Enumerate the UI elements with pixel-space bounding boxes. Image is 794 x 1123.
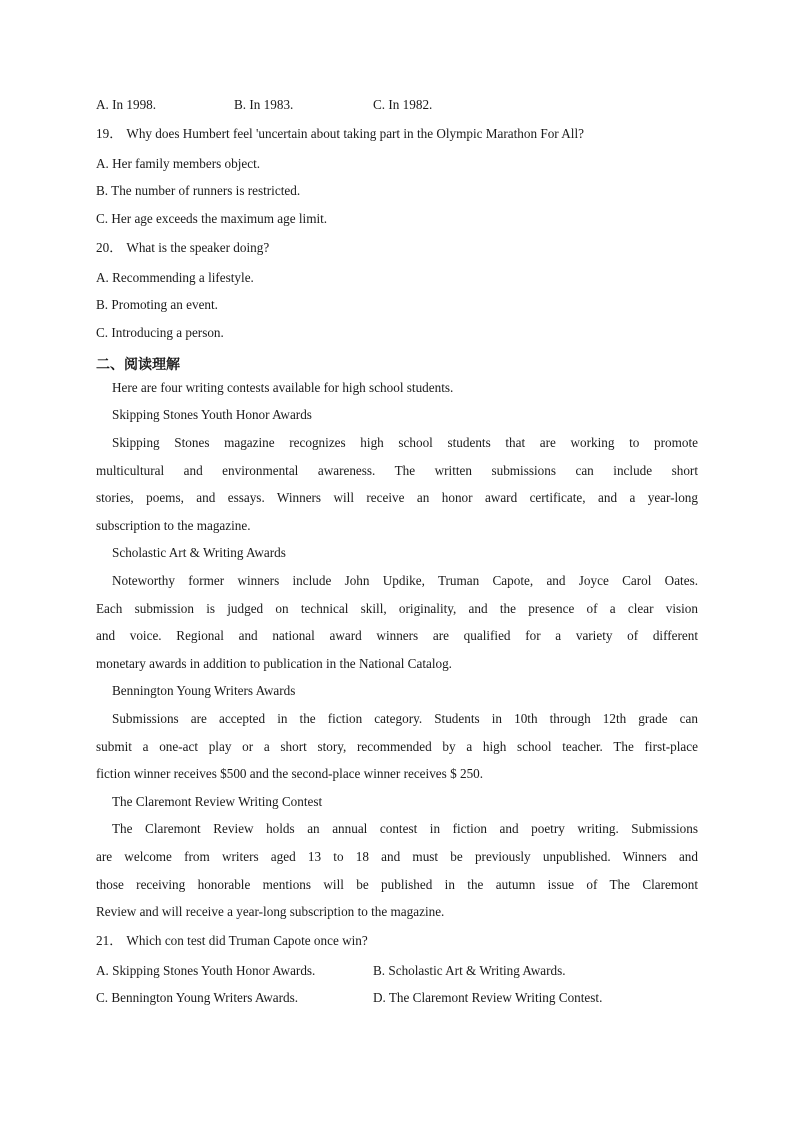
- q20-option-b: B. Promoting an event.: [96, 297, 218, 312]
- paragraph-line: and voice. Regional and national award winners are qualified for a variety of different: [96, 628, 698, 643]
- q21-question-line: [96, 932, 698, 950]
- q20-option-c: C. Introducing a person.: [96, 325, 224, 340]
- paragraph-line: are welcome from writers aged 13 to 18 and must be previously unpublished. Winners and: [96, 849, 698, 864]
- paragraph-line: those receiving honorable mentions will be published in the autumn issue of The Claremont: [96, 877, 698, 892]
- paragraph-line: multicultural and environmental awareness. The written submissions can include short: [96, 463, 698, 478]
- q18-option-c: C. In 1982.: [373, 97, 433, 112]
- q19-option-b: B. The number of runners is restricted.: [96, 183, 301, 198]
- passage-intro: Here are four writing contests available for high school students.: [112, 380, 454, 395]
- q21-option-c: C. Bennington Young Writers Awards.: [96, 990, 299, 1005]
- contest-title: Skipping Stones Youth Honor Awards: [112, 407, 312, 422]
- paragraph-line: monetary awards in addition to publication in the National Catalog.: [96, 656, 452, 671]
- q21-number: 21．: [96, 933, 123, 948]
- q19-option-a: A. Her family members object.: [96, 156, 261, 171]
- contest-title: Scholastic Art & Writing Awards: [112, 545, 286, 560]
- paragraph-line: Noteworthy former winners include John Updike, Truman Capote, and Joyce Carol Oates.: [112, 573, 698, 588]
- q20-question: What is the speaker doing?: [126, 240, 270, 255]
- q21-option-d: D. The Claremont Review Writing Contest.: [373, 990, 603, 1005]
- q20-option-a: A. Recommending a lifestyle.: [96, 270, 254, 285]
- paragraph-line: stories, poems, and essays. Winners will receive an honor award certificate, and a year-long: [96, 490, 698, 505]
- paragraph-line: Submissions are accepted in the fiction category. Students in 10th through 12th grade can: [112, 711, 698, 726]
- contest-title: Bennington Young Writers Awards: [112, 683, 296, 698]
- q20-question-line: [96, 239, 698, 257]
- paragraph-line: fiction winner receives $500 and the second-place winner receives $ 250.: [96, 766, 484, 781]
- paragraph-line: The Claremont Review holds an annual contest in fiction and poetry writing. Submissions: [112, 821, 698, 836]
- q21-option-a: A. Skipping Stones Youth Honor Awards.: [96, 963, 316, 978]
- paragraph-line: Skipping Stones magazine recognizes high school students that are working to promote: [112, 435, 698, 450]
- q19-number: 19．: [96, 126, 123, 141]
- paragraph-line: Review and will receive a year-long subscription to the magazine.: [96, 904, 445, 919]
- paragraph-line: Each submission is judged on technical skill, originality, and the presence of a clear vision: [96, 601, 698, 616]
- q19-option-c: C. Her age exceeds the maximum age limit.: [96, 211, 328, 226]
- contest-title: The Claremont Review Writing Contest: [112, 794, 323, 809]
- paragraph-line: submit a one-act play or a short story, recommended by a high school teacher. The first-place: [96, 739, 698, 754]
- q21-option-b: B. Scholastic Art & Writing Awards.: [373, 963, 566, 978]
- q18-option-a: A. In 1998.: [96, 97, 157, 112]
- q18-option-b: B. In 1983.: [234, 97, 294, 112]
- paragraph-line: subscription to the magazine.: [96, 518, 251, 533]
- q20-number: 20．: [96, 240, 123, 255]
- q19-question: Why does Humbert feel 'uncertain about taking part in the Olympic Marathon For All?: [126, 126, 584, 141]
- q19-question-line: [96, 125, 698, 143]
- section-heading: 二、阅读理解: [96, 357, 180, 373]
- q21-question: Which con test did Truman Capote once win?: [126, 933, 368, 948]
